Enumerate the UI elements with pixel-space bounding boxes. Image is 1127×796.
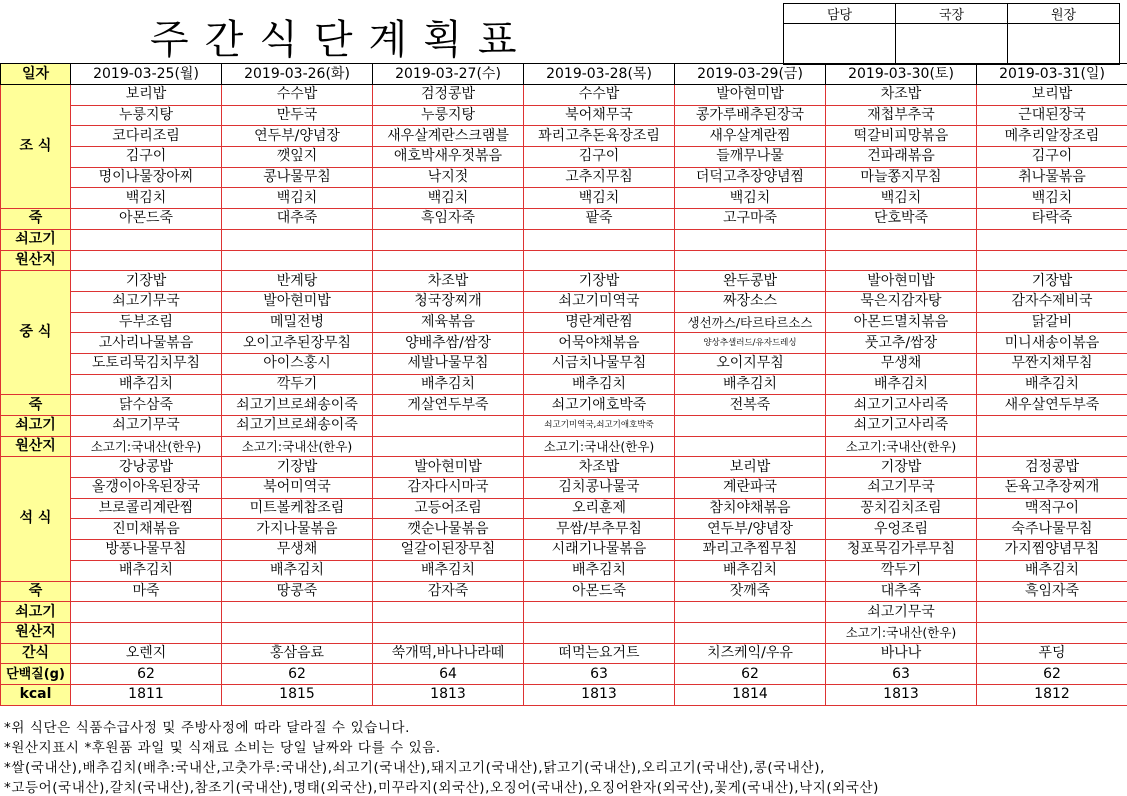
breakfast-menu-item: 백김치 bbox=[373, 188, 524, 209]
lunch-menu-item: 기장밥 bbox=[977, 271, 1127, 292]
lunch-menu-item: 깍두기 bbox=[222, 374, 373, 395]
dinner-menu-item: 쇠고기무국 bbox=[826, 478, 977, 499]
lunch-menu-item: 세발나물무침 bbox=[373, 353, 524, 374]
breakfast-origin-item bbox=[524, 250, 675, 271]
dinner-origin-label: 원산지 bbox=[1, 622, 71, 643]
snack-item: 치즈케익/우유 bbox=[675, 643, 826, 664]
date-header: 2019-03-28(목) bbox=[524, 64, 675, 85]
breakfast-porridge: 고구마죽 bbox=[675, 209, 826, 230]
kcal-value: 1813 bbox=[826, 684, 977, 705]
breakfast-menu-item: 만두국 bbox=[222, 105, 373, 126]
breakfast-porridge: 단호박죽 bbox=[826, 209, 977, 230]
dinner-porridge: 감자죽 bbox=[373, 581, 524, 602]
breakfast-menu-item: 마늘쫑지무침 bbox=[826, 167, 977, 188]
lunch-menu-item: 배추김치 bbox=[373, 374, 524, 395]
date-header-label: 일자 bbox=[1, 64, 71, 85]
lunch-origin-item: 쇠고기무국 bbox=[71, 416, 222, 437]
snack-item: 푸딩 bbox=[977, 643, 1127, 664]
snack-item: 쑥개떡,바나나라떼 bbox=[373, 643, 524, 664]
breakfast-menu-item: 보리밥 bbox=[977, 85, 1127, 106]
dinner-menu-item: 배추김치 bbox=[524, 560, 675, 581]
kcal-value: 1813 bbox=[373, 684, 524, 705]
breakfast-menu-item: 건파래볶음 bbox=[826, 147, 977, 168]
dinner-menu-item: 진미채볶음 bbox=[71, 519, 222, 540]
lunch-menu-item: 어묵야채볶음 bbox=[524, 333, 675, 354]
dinner-porridge: 대추죽 bbox=[826, 581, 977, 602]
date-header: 2019-03-29(금) bbox=[675, 64, 826, 85]
lunch-menu-item: 풋고추/쌈장 bbox=[826, 333, 977, 354]
lunch-beef-label: 쇠고기 bbox=[1, 416, 71, 437]
lunch-menu-item: 두부조림 bbox=[71, 312, 222, 333]
approval-director-sign[interactable] bbox=[896, 24, 1008, 65]
approval-staff-sign[interactable] bbox=[784, 24, 896, 65]
breakfast-menu-item: 김구이 bbox=[524, 147, 675, 168]
dinner-menu-item: 고등어조림 bbox=[373, 498, 524, 519]
dinner-porridge: 아몬드죽 bbox=[524, 581, 675, 602]
dinner-menu-item: 얼갈이된장무침 bbox=[373, 540, 524, 561]
lunch-origin-item bbox=[373, 416, 524, 437]
note-line-3: *쌀(국내산),배추김치(배추:국내산,고춧가루:국내산),쇠고기(국내산),돼지고기(국내산),닭고기(국내산),오리고기(국내산),콩(국내산), bbox=[4, 756, 825, 776]
dinner-origin-item bbox=[977, 622, 1127, 643]
lunch-menu-item: 배추김치 bbox=[826, 374, 977, 395]
breakfast-menu-item: 보리밥 bbox=[71, 85, 222, 106]
protein-label: 단백질(g) bbox=[1, 664, 71, 685]
breakfast-menu-item: 백김치 bbox=[222, 188, 373, 209]
lunch-origin-item bbox=[675, 436, 826, 457]
breakfast-porridge-label: 죽 bbox=[1, 209, 71, 230]
protein-value: 63 bbox=[524, 664, 675, 685]
lunch-menu-item: 양상추샐러드/유자드레싱 bbox=[675, 333, 826, 354]
lunch-menu-item: 차조밥 bbox=[373, 271, 524, 292]
lunch-menu-item: 무생채 bbox=[826, 353, 977, 374]
note-line-4: *고등어(국내산),갈치(국내산),참조기(국내산),명태(외국산),미꾸라지(외국산),오징어(국내산),오징어완자(외국산),꽃게(국내산),낙지(외국산) bbox=[4, 776, 879, 796]
lunch-menu-item: 감자수제비국 bbox=[977, 291, 1127, 312]
breakfast-menu-item: 새우살계란스크램블 bbox=[373, 126, 524, 147]
dinner-menu-item: 청포묵김가루무침 bbox=[826, 540, 977, 561]
breakfast-origin-item bbox=[373, 229, 524, 250]
protein-value: 63 bbox=[826, 664, 977, 685]
breakfast-menu-item: 코다리조림 bbox=[71, 126, 222, 147]
dinner-menu-item: 가지찜양념무침 bbox=[977, 540, 1127, 561]
breakfast-menu-item: 명이나물장아찌 bbox=[71, 167, 222, 188]
dinner-origin-item bbox=[675, 622, 826, 643]
breakfast-origin-item bbox=[222, 229, 373, 250]
breakfast-menu-item: 백김치 bbox=[826, 188, 977, 209]
dinner-menu-item: 강낭콩밥 bbox=[71, 457, 222, 478]
lunch-menu-item: 완두콩밥 bbox=[675, 271, 826, 292]
kcal-value: 1813 bbox=[524, 684, 675, 705]
dinner-menu-item: 계란파국 bbox=[675, 478, 826, 499]
dinner-menu-item: 참치야채볶음 bbox=[675, 498, 826, 519]
dinner-menu-item: 우엉조림 bbox=[826, 519, 977, 540]
dinner-menu-item: 배추김치 bbox=[71, 560, 222, 581]
breakfast-origin-label: 원산지 bbox=[1, 250, 71, 271]
protein-value: 62 bbox=[977, 664, 1127, 685]
lunch-origin-item bbox=[373, 436, 524, 457]
protein-value: 62 bbox=[675, 664, 826, 685]
breakfast-origin-item bbox=[977, 229, 1127, 250]
meal-plan-table bbox=[0, 63, 1127, 706]
dinner-menu-item: 무생채 bbox=[222, 540, 373, 561]
dinner-porridge-label: 죽 bbox=[1, 581, 71, 602]
lunch-menu-item: 양배추쌈/쌈장 bbox=[373, 333, 524, 354]
breakfast-menu-item: 백김치 bbox=[71, 188, 222, 209]
dinner-menu-item: 기장밥 bbox=[222, 457, 373, 478]
lunch-origin-item: 소고기:국내산(한우) bbox=[71, 436, 222, 457]
dinner-menu-item: 브로콜리계란찜 bbox=[71, 498, 222, 519]
snack-item: 바나나 bbox=[826, 643, 977, 664]
lunch-porridge-label: 죽 bbox=[1, 395, 71, 416]
lunch-menu-item: 배추김치 bbox=[524, 374, 675, 395]
date-header: 2019-03-27(수) bbox=[373, 64, 524, 85]
protein-value: 62 bbox=[222, 664, 373, 685]
breakfast-menu-item: 떡갈비피망볶음 bbox=[826, 126, 977, 147]
kcal-value: 1812 bbox=[977, 684, 1127, 705]
dinner-origin-item bbox=[524, 622, 675, 643]
lunch-menu-item: 발아현미밥 bbox=[222, 291, 373, 312]
breakfast-porridge: 흑임자죽 bbox=[373, 209, 524, 230]
lunch-menu-item: 쇠고기무국 bbox=[71, 291, 222, 312]
snack-label: 간식 bbox=[1, 643, 71, 664]
dinner-origin-item bbox=[977, 602, 1127, 623]
lunch-menu-item: 도토리묵김치무침 bbox=[71, 353, 222, 374]
snack-item: 홍삼음료 bbox=[222, 643, 373, 664]
breakfast-menu-item: 백김치 bbox=[977, 188, 1127, 209]
approval-head-sign[interactable] bbox=[1008, 24, 1120, 65]
lunch-menu-item: 아이스홍시 bbox=[222, 353, 373, 374]
dinner-menu-item: 배추김치 bbox=[977, 560, 1127, 581]
protein-value: 64 bbox=[373, 664, 524, 685]
dinner-origin-item: 소고기:국내산(한우) bbox=[826, 622, 977, 643]
lunch-menu-item: 기장밥 bbox=[524, 271, 675, 292]
dinner-menu-item: 깻순나물볶음 bbox=[373, 519, 524, 540]
dinner-origin-item bbox=[222, 602, 373, 623]
dinner-origin-item: 쇠고기무국 bbox=[826, 602, 977, 623]
lunch-menu-item: 배추김치 bbox=[675, 374, 826, 395]
lunch-menu-item: 생선까스/타르타르소스 bbox=[675, 312, 826, 333]
lunch-porridge: 쇠고기브로쇄송이죽 bbox=[222, 395, 373, 416]
breakfast-menu-item: 누룽지탕 bbox=[373, 105, 524, 126]
lunch-menu-item: 묵은지감자탕 bbox=[826, 291, 977, 312]
protein-value: 62 bbox=[71, 664, 222, 685]
breakfast-origin-item bbox=[675, 250, 826, 271]
breakfast-menu-item: 새우살계란찜 bbox=[675, 126, 826, 147]
dinner-menu-item: 배추김치 bbox=[373, 560, 524, 581]
dinner-menu-item: 발아현미밥 bbox=[373, 457, 524, 478]
lunch-origin-item bbox=[675, 416, 826, 437]
kcal-value: 1814 bbox=[675, 684, 826, 705]
date-header: 2019-03-26(화) bbox=[222, 64, 373, 85]
breakfast-menu-item: 발아현미밥 bbox=[675, 85, 826, 106]
breakfast-origin-item bbox=[71, 250, 222, 271]
lunch-origin-label: 원산지 bbox=[1, 436, 71, 457]
breakfast-menu-item: 김구이 bbox=[71, 147, 222, 168]
lunch-menu-item: 미니새송이볶음 bbox=[977, 333, 1127, 354]
lunch-menu-item: 발아현미밥 bbox=[826, 271, 977, 292]
snack-item: 오렌지 bbox=[71, 643, 222, 664]
breakfast-porridge: 팥죽 bbox=[524, 209, 675, 230]
dinner-menu-item: 꽁치김치조림 bbox=[826, 498, 977, 519]
breakfast-origin-item bbox=[826, 250, 977, 271]
lunch-origin-item bbox=[977, 416, 1127, 437]
approval-box bbox=[783, 3, 1120, 65]
breakfast-menu-item: 꽈리고추돈육장조림 bbox=[524, 126, 675, 147]
page-title: 주간식단계획표 bbox=[150, 8, 570, 65]
kcal-value: 1815 bbox=[222, 684, 373, 705]
breakfast-beef-label: 쇠고기 bbox=[1, 229, 71, 250]
note-line-1: *위 식단은 식품수급사정 및 주방사정에 따라 달라질 수 있습니다. bbox=[4, 716, 410, 736]
dinner-origin-item bbox=[524, 602, 675, 623]
lunch-porridge: 쇠고기고사리죽 bbox=[826, 395, 977, 416]
dinner-menu-item: 보리밥 bbox=[675, 457, 826, 478]
breakfast-label: 조 식 bbox=[1, 85, 71, 209]
lunch-origin-item bbox=[977, 436, 1127, 457]
dinner-origin-item bbox=[373, 622, 524, 643]
breakfast-menu-item: 백김치 bbox=[675, 188, 826, 209]
breakfast-menu-item: 수수밥 bbox=[524, 85, 675, 106]
approval-staff-label: 담당 bbox=[784, 4, 896, 24]
dinner-menu-item: 배추김치 bbox=[675, 560, 826, 581]
breakfast-menu-item: 애호박새우젓볶음 bbox=[373, 147, 524, 168]
dinner-menu-item: 감자다시마국 bbox=[373, 478, 524, 499]
approval-head-label: 원장 bbox=[1008, 4, 1120, 24]
lunch-menu-item: 명란계란찜 bbox=[524, 312, 675, 333]
breakfast-menu-item: 검정콩밥 bbox=[373, 85, 524, 106]
lunch-origin-item: 소고기:국내산(한우) bbox=[222, 436, 373, 457]
lunch-menu-item: 닭갈비 bbox=[977, 312, 1127, 333]
breakfast-menu-item: 들깨무나물 bbox=[675, 147, 826, 168]
breakfast-menu-item: 메추리알장조림 bbox=[977, 126, 1127, 147]
date-header: 2019-03-31(일) bbox=[977, 64, 1127, 85]
lunch-menu-item: 반계탕 bbox=[222, 271, 373, 292]
breakfast-menu-item: 북어채무국 bbox=[524, 105, 675, 126]
lunch-menu-item: 고사리나물볶음 bbox=[71, 333, 222, 354]
dinner-origin-item bbox=[222, 622, 373, 643]
breakfast-menu-item: 콩가루배추된장국 bbox=[675, 105, 826, 126]
dinner-origin-item bbox=[71, 622, 222, 643]
lunch-menu-item: 아몬드멸치볶음 bbox=[826, 312, 977, 333]
approval-director-label: 국장 bbox=[896, 4, 1008, 24]
dinner-menu-item: 무쌈/부추무침 bbox=[524, 519, 675, 540]
lunch-menu-item: 메밀전병 bbox=[222, 312, 373, 333]
breakfast-porridge: 아몬드죽 bbox=[71, 209, 222, 230]
dinner-menu-item: 연두부/양념장 bbox=[675, 519, 826, 540]
breakfast-menu-item: 차조밥 bbox=[826, 85, 977, 106]
dinner-menu-item: 꽈리고추찜무침 bbox=[675, 540, 826, 561]
dinner-label: 석 식 bbox=[1, 457, 71, 581]
dinner-menu-item: 올갱이아욱된장국 bbox=[71, 478, 222, 499]
lunch-menu-item: 쇠고기미역국 bbox=[524, 291, 675, 312]
breakfast-menu-item: 깻잎지 bbox=[222, 147, 373, 168]
lunch-menu-item: 짜장소스 bbox=[675, 291, 826, 312]
note-line-2: *원산지표시 *후원품 과일 및 식재료 소비는 당일 날짜와 다를 수 있음. bbox=[4, 736, 441, 756]
breakfast-menu-item: 고추지무침 bbox=[524, 167, 675, 188]
breakfast-origin-item bbox=[826, 229, 977, 250]
breakfast-menu-item: 수수밥 bbox=[222, 85, 373, 106]
breakfast-menu-item: 누룽지탕 bbox=[71, 105, 222, 126]
dinner-origin-item bbox=[71, 602, 222, 623]
lunch-menu-item: 제육볶음 bbox=[373, 312, 524, 333]
lunch-menu-item: 청국장찌개 bbox=[373, 291, 524, 312]
dinner-origin-item bbox=[675, 602, 826, 623]
dinner-menu-item: 깍두기 bbox=[826, 560, 977, 581]
lunch-menu-item: 시금치나물무침 bbox=[524, 353, 675, 374]
breakfast-menu-item: 근대된장국 bbox=[977, 105, 1127, 126]
lunch-porridge: 새우살연두부죽 bbox=[977, 395, 1127, 416]
lunch-menu-item: 기장밥 bbox=[71, 271, 222, 292]
dinner-porridge: 흑임자죽 bbox=[977, 581, 1127, 602]
breakfast-porridge: 타락죽 bbox=[977, 209, 1127, 230]
lunch-origin-item: 쇠고기브로쇄송이죽 bbox=[222, 416, 373, 437]
lunch-menu-item: 배추김치 bbox=[977, 374, 1127, 395]
breakfast-menu-item: 취나물볶음 bbox=[977, 167, 1127, 188]
dinner-beef-label: 쇠고기 bbox=[1, 602, 71, 623]
dinner-menu-item: 시래기나물볶음 bbox=[524, 540, 675, 561]
lunch-porridge: 게살연두부죽 bbox=[373, 395, 524, 416]
dinner-porridge: 마죽 bbox=[71, 581, 222, 602]
breakfast-menu-item: 백김치 bbox=[524, 188, 675, 209]
lunch-menu-item: 배추김치 bbox=[71, 374, 222, 395]
lunch-porridge: 닭수삼죽 bbox=[71, 395, 222, 416]
breakfast-menu-item: 김구이 bbox=[977, 147, 1127, 168]
dinner-menu-item: 돈육고추장찌개 bbox=[977, 478, 1127, 499]
dinner-porridge: 잣깨죽 bbox=[675, 581, 826, 602]
kcal-label: kcal bbox=[1, 684, 71, 705]
breakfast-menu-item: 연두부/양념장 bbox=[222, 126, 373, 147]
dinner-menu-item: 오리훈제 bbox=[524, 498, 675, 519]
lunch-origin-item: 소고기:국내산(한우) bbox=[524, 436, 675, 457]
dinner-menu-item: 배추김치 bbox=[222, 560, 373, 581]
breakfast-menu-item: 낙지젓 bbox=[373, 167, 524, 188]
lunch-origin-item: 소고기:국내산(한우) bbox=[826, 436, 977, 457]
snack-item: 떠먹는요거트 bbox=[524, 643, 675, 664]
breakfast-origin-item bbox=[524, 229, 675, 250]
breakfast-porridge: 대추죽 bbox=[222, 209, 373, 230]
dinner-menu-item: 차조밥 bbox=[524, 457, 675, 478]
dinner-menu-item: 기장밥 bbox=[826, 457, 977, 478]
breakfast-origin-item bbox=[373, 250, 524, 271]
breakfast-menu-item: 더덕고추장양념찜 bbox=[675, 167, 826, 188]
kcal-value: 1811 bbox=[71, 684, 222, 705]
lunch-menu-item: 무짠지채무침 bbox=[977, 353, 1127, 374]
breakfast-origin-item bbox=[977, 250, 1127, 271]
dinner-menu-item: 숙주나물무침 bbox=[977, 519, 1127, 540]
dinner-menu-item: 맥적구이 bbox=[977, 498, 1127, 519]
dinner-menu-item: 방풍나물무침 bbox=[71, 540, 222, 561]
breakfast-origin-item bbox=[222, 250, 373, 271]
date-header: 2019-03-25(월) bbox=[71, 64, 222, 85]
lunch-label: 중 식 bbox=[1, 271, 71, 395]
lunch-porridge: 전복죽 bbox=[675, 395, 826, 416]
breakfast-origin-item bbox=[675, 229, 826, 250]
lunch-menu-item: 오이고추된장무침 bbox=[222, 333, 373, 354]
dinner-origin-item bbox=[373, 602, 524, 623]
lunch-porridge: 쇠고기애호박죽 bbox=[524, 395, 675, 416]
lunch-menu-item: 오이지무침 bbox=[675, 353, 826, 374]
breakfast-menu-item: 콩나물무침 bbox=[222, 167, 373, 188]
dinner-menu-item: 가지나물볶음 bbox=[222, 519, 373, 540]
breakfast-origin-item bbox=[71, 229, 222, 250]
dinner-porridge: 땅콩죽 bbox=[222, 581, 373, 602]
date-header: 2019-03-30(토) bbox=[826, 64, 977, 85]
dinner-menu-item: 검정콩밥 bbox=[977, 457, 1127, 478]
dinner-menu-item: 김치콩나물국 bbox=[524, 478, 675, 499]
breakfast-menu-item: 재첩부추국 bbox=[826, 105, 977, 126]
lunch-origin-item: 쇠고기미역국,쇠고기애호박죽 bbox=[524, 416, 675, 437]
dinner-menu-item: 미트볼케찹조림 bbox=[222, 498, 373, 519]
lunch-origin-item: 쇠고기고사리죽 bbox=[826, 416, 977, 437]
dinner-menu-item: 북어미역국 bbox=[222, 478, 373, 499]
